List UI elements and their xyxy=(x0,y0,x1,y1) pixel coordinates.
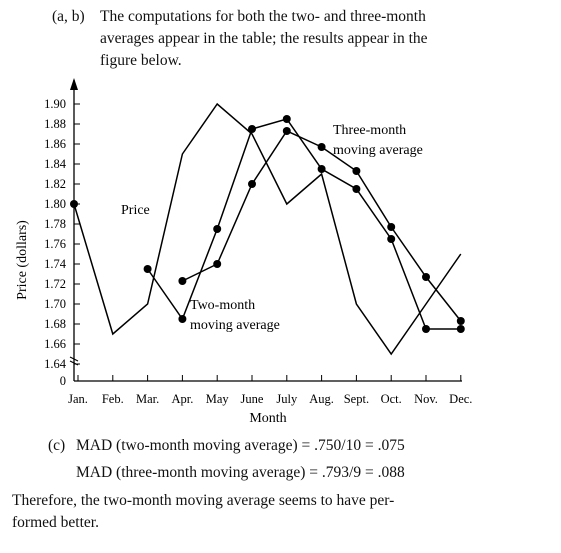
x-tick-label: Aug. xyxy=(309,392,334,406)
data-point-three-month-moving-average xyxy=(283,127,291,135)
two-month-annotation-line-1: Two-month xyxy=(190,298,256,313)
y-tick-label: 0 xyxy=(59,374,66,388)
intro-line-1: The computations for both the two- and three-month xyxy=(100,8,426,25)
x-tick-label: Nov. xyxy=(414,392,438,406)
data-point-three-month-moving-average xyxy=(352,167,360,175)
data-point-three-month-moving-average xyxy=(213,260,221,268)
y-tick-label: 1.88 xyxy=(44,117,66,131)
intro-paragraph xyxy=(52,6,522,72)
y-tick-label: 1.90 xyxy=(44,97,66,111)
y-tick-label: 1.68 xyxy=(44,317,66,331)
x-tick-label: June xyxy=(240,392,264,406)
y-axis-arrow xyxy=(70,78,78,90)
x-tick-label: Feb. xyxy=(101,392,124,406)
y-tick-label: 1.74 xyxy=(44,257,66,271)
y-tick-label: 1.72 xyxy=(44,277,66,291)
x-tick-label: Oct. xyxy=(380,392,402,406)
y-tick-label: 1.64 xyxy=(44,357,66,371)
data-point-three-month-moving-average xyxy=(248,180,256,188)
data-point-two-month-moving-average xyxy=(178,315,186,323)
data-point-two-month-moving-average xyxy=(457,325,465,333)
mad-line-1: MAD (two-month moving average) = .750/10 = .075 xyxy=(76,437,405,454)
y-tick-label: 1.86 xyxy=(44,137,66,151)
x-tick-label: Apr. xyxy=(171,392,194,406)
data-point-two-month-moving-average xyxy=(422,325,430,333)
data-point-two-month-moving-average xyxy=(213,225,221,233)
conclusion-line-2: formed better. xyxy=(12,514,99,531)
x-tick-label: Dec. xyxy=(449,392,473,406)
three-month-annotation-line-2: moving average xyxy=(333,143,423,158)
data-point-three-month-moving-average xyxy=(422,273,430,281)
y-axis-title: Price (dollars) xyxy=(15,220,30,300)
two-month-annotation-line-2: moving average xyxy=(190,318,280,333)
y-tick-label: 1.80 xyxy=(44,197,66,211)
price-annotation: Price xyxy=(121,203,150,218)
x-tick-label: July xyxy=(276,392,298,406)
data-point-three-month-moving-average xyxy=(387,223,395,231)
y-tick-label: 1.70 xyxy=(44,297,66,311)
x-tick-label: Mar. xyxy=(135,392,160,406)
mad-two-month xyxy=(48,437,405,455)
y-tick-label: 1.82 xyxy=(44,177,66,191)
y-tick-label: 1.84 xyxy=(44,157,66,171)
data-point-two-month-moving-average xyxy=(144,265,152,273)
conclusion-paragraph xyxy=(12,490,532,534)
data-point-two-month-moving-average xyxy=(248,125,256,133)
x-axis-title: Month xyxy=(249,411,287,426)
y-tick-label: 1.66 xyxy=(44,337,66,351)
intro-line-3: figure below. xyxy=(100,52,182,69)
data-point-two-month-moving-average xyxy=(283,115,291,123)
price-chart xyxy=(0,70,561,426)
series-layer xyxy=(70,104,465,354)
mad-label: (c) xyxy=(48,437,66,454)
intro-line-2: averages appear in the table; the results appear in the xyxy=(100,30,428,47)
series-line-three-month-moving-average xyxy=(182,131,460,321)
data-point-three-month-moving-average xyxy=(318,143,326,151)
data-point-two-month-moving-average xyxy=(387,235,395,243)
three-month-annotation-line-1: Three-month xyxy=(333,123,407,138)
x-tick-label: Jan. xyxy=(68,392,88,406)
y-tick-label: 1.76 xyxy=(44,237,66,251)
data-point-two-month-moving-average xyxy=(318,165,326,173)
mad-three-month xyxy=(76,464,405,482)
data-point-price xyxy=(70,200,78,208)
data-point-three-month-moving-average xyxy=(457,317,465,325)
mad-line-2: MAD (three-month moving average) = .793/9 = .088 xyxy=(76,464,405,481)
data-point-two-month-moving-average xyxy=(352,185,360,193)
x-tick-label: May xyxy=(205,392,229,406)
conclusion-line-1: Therefore, the two-month moving average seems to have per- xyxy=(12,492,395,509)
data-point-three-month-moving-average xyxy=(178,277,186,285)
x-tick-label: Sept. xyxy=(343,392,370,406)
y-tick-label: 1.78 xyxy=(44,217,66,231)
intro-label: (a, b) xyxy=(52,8,85,25)
series-line-price xyxy=(74,104,461,354)
